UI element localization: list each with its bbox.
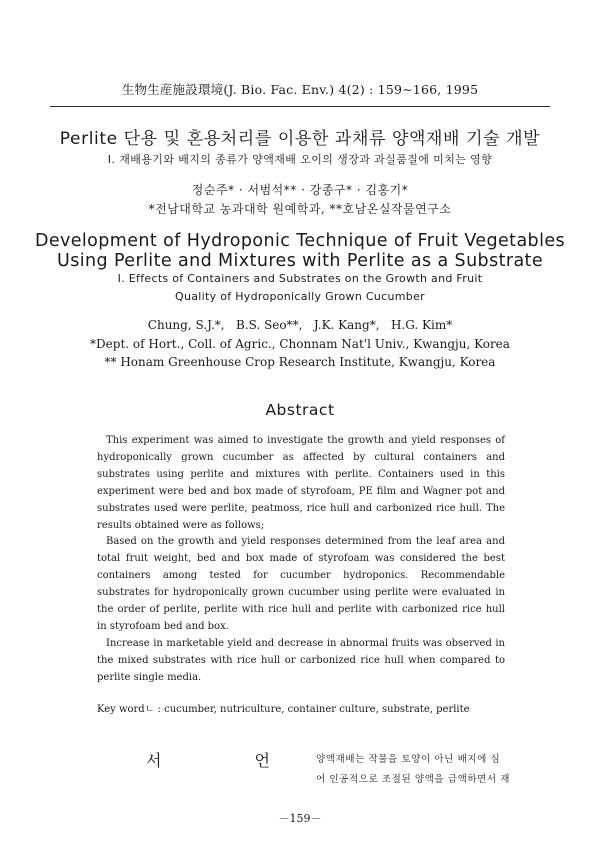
introduction-line-1: 양액재배는 작물을 토양이 아닌 배지에 심 <box>316 754 501 765</box>
abstract-paragraph-1: This experiment was aimed to investigate the growth and yield responses of hydroponically grown cucumber as affected by cultural containers and substrates using perlite and mixtures with perlite. Containers used in this experiment were bed and box made of styrofoam, PE film and Wagner pot and substrates used were perlite, peatmoss, rice hull and carbonized rice hull. The results obtained were as follows; <box>97 435 505 531</box>
korean-subtitle: I. 재배용기와 배지의 종류가 양액재배 오이의 생장과 과실품질에 미치는 영향 <box>107 153 493 166</box>
abstract-body <box>97 433 505 687</box>
english-affiliation-1: *Dept. of Hort., Coll. of Agric., Chonnam Nat'l Univ., Kwangju, Korea <box>90 337 510 351</box>
abstract-heading: Abstract <box>265 401 335 419</box>
korean-authors: 정순주* · 서범석** · 강종구* · 김홍기* <box>191 183 409 197</box>
english-authors: Chung, S.J.*, B.S. Seo**, J.K. Kang*, H.G. Kim* <box>147 318 453 332</box>
english-title-line-2: Using Perlite and Mixtures with Perlite as a Substrate <box>57 251 543 271</box>
introduction-text <box>316 750 556 790</box>
english-affiliation-2: ** Honam Greenhouse Crop Research Institute, Kwangju, Korea <box>104 355 496 369</box>
english-subtitle-line-1: I. Effects of Containers and Substrates on the Growth and Fruit <box>117 272 483 285</box>
journal-header: 生物生産施設環境(J. Bio. Fac. Env.) 4(2) : 159∼166, 1995 <box>121 82 479 97</box>
abstract-paragraph-2: Based on the growth and yield responses determined from the leaf area and total fruit weight, bed and box made of styrofoam was considered the best containers among tested for cucumber hydroponics. Recommendable substrates for hydroponically grown cucumber using perlite were evaluated in the order of perlite, perlite with rice hull and perlite with carbonized rice hull in styrofoam bed and box. <box>97 536 505 632</box>
introduction-heading: 서 언 <box>146 751 314 770</box>
page-number: －159－ <box>278 812 322 825</box>
abstract-paragraph-3: Increase in marketable yield and decrease in abnormal fruits was observed in the mixed substrates with rice hull or carbonized rice hull when compared to perlite single media. <box>97 637 505 683</box>
keywords: Key wordㄴ : cucumber, nutriculture, container culture, substrate, perlite <box>97 704 470 715</box>
english-title-line-1: Development of Hydroponic Technique of Fruit Vegetables <box>34 231 566 251</box>
introduction-line-2: 어 인공적으로 조절된 양액을 급액하면서 재 <box>316 774 511 785</box>
korean-affiliation: *전남대학교 농과대학 원예학과, **호남온실작물연구소 <box>148 202 452 216</box>
english-subtitle-line-2: Quality of Hydroponically Grown Cucumber <box>175 290 425 303</box>
korean-title: Perlite 단용 및 혼용처리를 이용한 과채류 양액재배 기술 개발 <box>59 129 541 149</box>
header-rule <box>50 106 550 107</box>
